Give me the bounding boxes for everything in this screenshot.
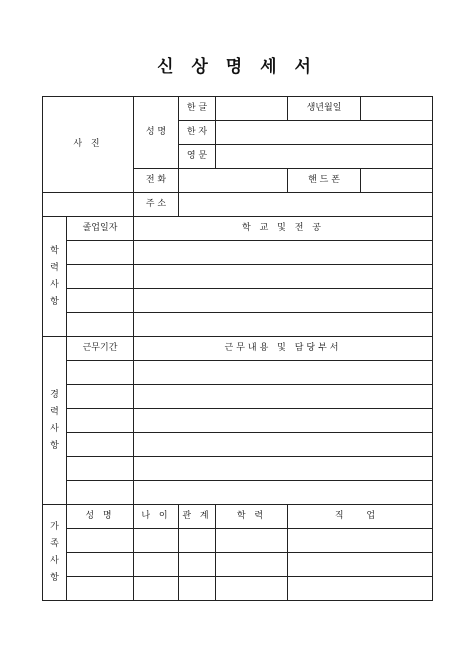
work-period-field[interactable] bbox=[67, 457, 134, 481]
row-hangul-name bbox=[43, 97, 433, 121]
family-education-header: 학 력 bbox=[216, 505, 288, 529]
work-period-field[interactable] bbox=[67, 481, 134, 505]
english-label: 영 문 bbox=[179, 145, 216, 169]
family-occupation-header: 직 업 bbox=[288, 505, 433, 529]
work-period-field[interactable] bbox=[67, 361, 134, 385]
family-education-field[interactable] bbox=[216, 529, 288, 553]
family-name-field[interactable] bbox=[67, 553, 134, 577]
family-row bbox=[43, 529, 433, 553]
work-duty-field[interactable] bbox=[134, 409, 433, 433]
career-section-label: 경 력 사 항 bbox=[43, 337, 67, 505]
english-name-field[interactable] bbox=[216, 145, 433, 169]
family-age-field[interactable] bbox=[134, 529, 179, 553]
family-relation-field[interactable] bbox=[179, 553, 216, 577]
graduation-date-field[interactable] bbox=[67, 265, 134, 289]
graduation-date-field[interactable] bbox=[67, 313, 134, 337]
name-label: 성 명 bbox=[134, 97, 179, 169]
family-relation-field[interactable] bbox=[179, 529, 216, 553]
school-major-header: 학 교 및 전 공 bbox=[134, 217, 433, 241]
career-row bbox=[43, 481, 433, 505]
family-occupation-field[interactable] bbox=[288, 577, 433, 601]
family-age-field[interactable] bbox=[134, 577, 179, 601]
family-education-field[interactable] bbox=[216, 553, 288, 577]
family-occupation-field[interactable] bbox=[288, 529, 433, 553]
career-row bbox=[43, 433, 433, 457]
education-row bbox=[43, 241, 433, 265]
graduation-date-field[interactable] bbox=[67, 241, 134, 265]
career-row bbox=[43, 457, 433, 481]
family-name-field[interactable] bbox=[67, 577, 134, 601]
family-header-row bbox=[43, 505, 433, 529]
work-period-field[interactable] bbox=[67, 433, 134, 457]
family-row bbox=[43, 553, 433, 577]
education-row bbox=[43, 265, 433, 289]
school-major-field[interactable] bbox=[134, 241, 433, 265]
graduation-date-field[interactable] bbox=[67, 289, 134, 313]
mobile-label: 핸 드 폰 bbox=[288, 169, 361, 193]
work-period-header: 근무기간 bbox=[67, 337, 134, 361]
birthdate-label: 생년월일 bbox=[288, 97, 361, 121]
family-name-field[interactable] bbox=[67, 529, 134, 553]
hanja-name-field[interactable] bbox=[216, 121, 433, 145]
family-occupation-field[interactable] bbox=[288, 553, 433, 577]
work-duty-field[interactable] bbox=[134, 457, 433, 481]
photo-box[interactable]: 사 진 bbox=[43, 97, 134, 193]
career-row bbox=[43, 385, 433, 409]
row-address bbox=[43, 193, 433, 217]
hanja-label: 한 자 bbox=[179, 121, 216, 145]
work-duty-field[interactable] bbox=[134, 385, 433, 409]
address-field[interactable] bbox=[179, 193, 433, 217]
family-relation-header: 관 계 bbox=[179, 505, 216, 529]
school-major-field[interactable] bbox=[134, 313, 433, 337]
work-period-field[interactable] bbox=[67, 385, 134, 409]
school-major-field[interactable] bbox=[134, 289, 433, 313]
address-label: 주 소 bbox=[134, 193, 179, 217]
family-name-header: 성 명 bbox=[67, 505, 134, 529]
education-row bbox=[43, 313, 433, 337]
work-duty-field[interactable] bbox=[134, 433, 433, 457]
education-section-label: 학 력 사 항 bbox=[43, 217, 67, 337]
family-age-header: 나 이 bbox=[134, 505, 179, 529]
family-relation-field[interactable] bbox=[179, 577, 216, 601]
family-education-field[interactable] bbox=[216, 577, 288, 601]
birthdate-field[interactable] bbox=[361, 97, 433, 121]
work-duty-field[interactable] bbox=[134, 481, 433, 505]
photo-box-bottom bbox=[43, 193, 134, 217]
phone-label: 전 화 bbox=[134, 169, 179, 193]
education-row bbox=[43, 289, 433, 313]
school-major-field[interactable] bbox=[134, 265, 433, 289]
work-duty-header: 근무내용 및 담당부서 bbox=[134, 337, 433, 361]
phone-field[interactable] bbox=[179, 169, 288, 193]
hangul-label: 한 글 bbox=[179, 97, 216, 121]
career-header-row bbox=[43, 337, 433, 361]
hangul-name-field[interactable] bbox=[216, 97, 288, 121]
career-row bbox=[43, 361, 433, 385]
personal-record-form bbox=[42, 96, 433, 601]
career-row bbox=[43, 409, 433, 433]
work-duty-field[interactable] bbox=[134, 361, 433, 385]
family-section-label: 가 족 사 항 bbox=[43, 505, 67, 601]
graduation-date-header: 졸업일자 bbox=[67, 217, 134, 241]
document-title: 신 상 명 세 서 bbox=[157, 57, 317, 77]
family-row bbox=[43, 577, 433, 601]
education-header-row bbox=[43, 217, 433, 241]
family-age-field[interactable] bbox=[134, 553, 179, 577]
mobile-field[interactable] bbox=[361, 169, 433, 193]
work-period-field[interactable] bbox=[67, 409, 134, 433]
